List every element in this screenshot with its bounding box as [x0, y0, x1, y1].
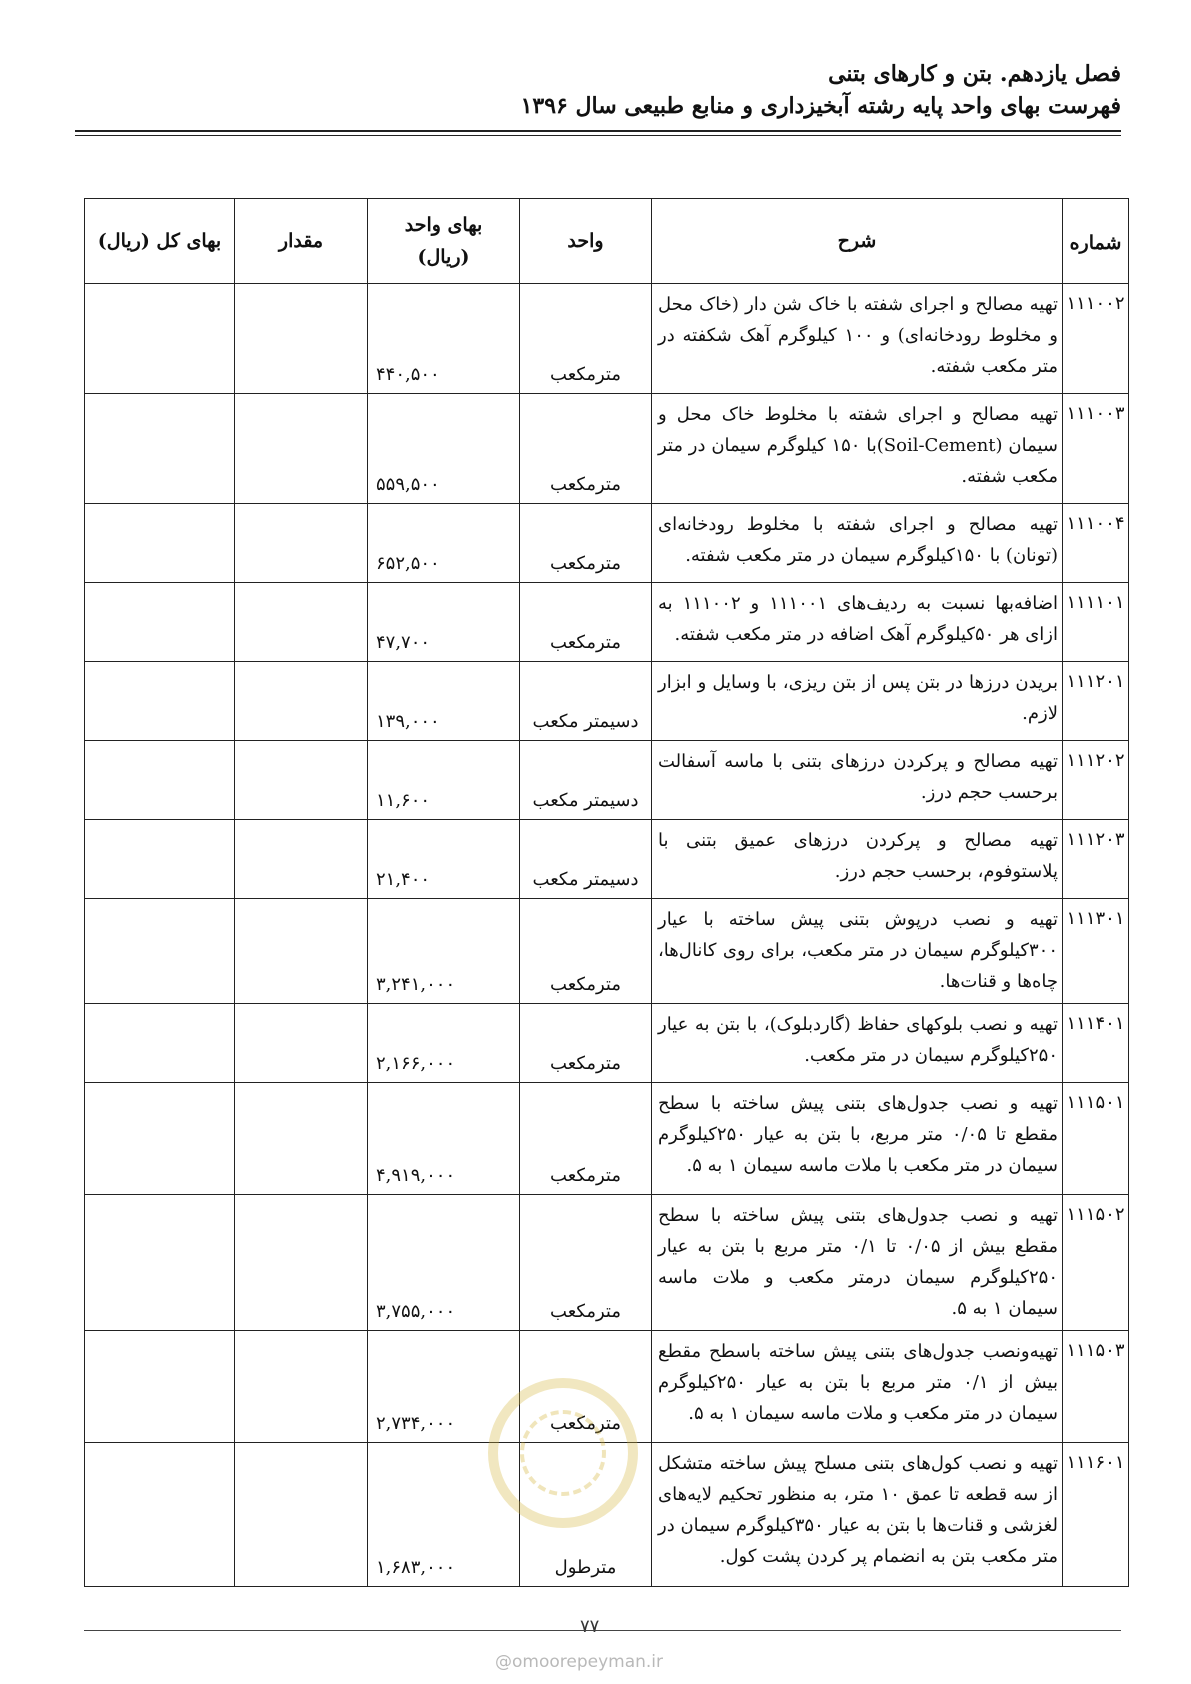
- item-description: تهیه مصالح و اجرای شفته با خاک شن دار (خاک محل و مخلوط رودخانه‌ای) و ۱۰۰ کیلوگرم آهک شکفته در متر مکعب شفته.: [652, 284, 1063, 394]
- table-row: [85, 662, 1129, 741]
- footer-rule: [84, 1630, 1121, 1631]
- item-total-price: [85, 394, 235, 504]
- item-unit: مترمکعب: [520, 394, 652, 504]
- table-row: [85, 1443, 1129, 1587]
- table-row: [85, 1195, 1129, 1331]
- item-number: ۱۱۱۰۰۳: [1063, 394, 1129, 504]
- header-unit-price: بهای واحد (ریال): [368, 199, 520, 284]
- item-description: تهیه و نصب بلوکهای حفاظ (گاردبلوک)، با بتن به عیار ۲۵۰کیلوگرم سیمان در متر مکعب.: [652, 1004, 1063, 1083]
- table-row: [85, 820, 1129, 899]
- table-row: [85, 504, 1129, 583]
- item-number: ۱۱۱۰۰۲: [1063, 284, 1129, 394]
- item-unit-price: ۴۴۰,۵۰۰: [368, 284, 520, 394]
- item-unit-price: ۱,۶۸۳,۰۰۰: [368, 1443, 520, 1587]
- item-unit: مترمکعب: [520, 1083, 652, 1195]
- price-list-table: [84, 198, 1129, 1587]
- item-total-price: [85, 741, 235, 820]
- item-number: ۱۱۱۵۰۳: [1063, 1331, 1129, 1443]
- item-quantity: [235, 394, 368, 504]
- item-number: ۱۱۱۲۰۲: [1063, 741, 1129, 820]
- item-unit: مترمکعب: [520, 1195, 652, 1331]
- header-unit: واحد: [520, 199, 652, 284]
- item-unit: مترمکعب: [520, 1004, 652, 1083]
- item-quantity: [235, 1195, 368, 1331]
- item-description: اضافه‌بها نسبت به ردیف‌های ۱۱۱۰۰۱ و ۱۱۱۰۰۲ به ازای هر ۵۰کیلوگرم آهک اضافه در متر مکعب شفته.: [652, 583, 1063, 662]
- item-description: تهیه و نصب درپوش بتنی پیش ساخته با عیار ۳۰۰کیلوگرم سیمان در متر مکعب، برای روی کانال‌ها، چاه‌ها و قنات‌ها.: [652, 899, 1063, 1004]
- item-number: ۱۱۱۰۰۴: [1063, 504, 1129, 583]
- item-quantity: [235, 1004, 368, 1083]
- item-number: ۱۱۱۵۰۲: [1063, 1195, 1129, 1331]
- item-unit: مترطول: [520, 1443, 652, 1587]
- item-unit: دسیمتر مکعب: [520, 741, 652, 820]
- item-description: تهیه و نصب کول‌های بتنی مسلح پیش ساخته متشکل از سه قطعه تا عمق ۱۰ متر، به منظور تحکیم لایه‌های لغزشی و قنات‌ها با بتن به عیار ۳۵۰کیلوگرم سیمان در متر مکعب بتن به انضمام پر کردن پشت کول.: [652, 1443, 1063, 1587]
- item-total-price: [85, 284, 235, 394]
- item-unit-price: ۶۵۲,۵۰۰: [368, 504, 520, 583]
- item-description: تهیه و نصب جدول‌های بتنی پیش ساخته با سطح مقطع بیش از ۰/۰۵ تا ۰/۱ متر مربع با بتن به عیار ۲۵۰کیلوگرم سیمان درمتر مکعب و ملات ماسه سیمان ۱ به ۵.: [652, 1195, 1063, 1331]
- item-quantity: [235, 899, 368, 1004]
- item-total-price: [85, 662, 235, 741]
- table-row: [85, 1331, 1129, 1443]
- item-quantity: [235, 284, 368, 394]
- item-description: تهیه مصالح و اجرای شفته با مخلوط رودخانه‌ای (تونان) با ۱۵۰کیلوگرم سیمان در متر مکعب شفته.: [652, 504, 1063, 583]
- item-description: تهیه مصالح و پرکردن درزهای بتنی با ماسه آسفالت برحسب حجم درز.: [652, 741, 1063, 820]
- item-unit: مترمکعب: [520, 284, 652, 394]
- item-unit-price: ۲,۱۶۶,۰۰۰: [368, 1004, 520, 1083]
- table-row: [85, 1083, 1129, 1195]
- item-quantity: [235, 1083, 368, 1195]
- item-unit-price: ۲۱,۴۰۰: [368, 820, 520, 899]
- item-description: تهیه مصالح و پرکردن درزهای عمیق بتنی با پلاستوفوم، برحسب حجم درز.: [652, 820, 1063, 899]
- item-description: بریدن درزها در بتن پس از بتن ریزی، با وسایل و ابزار لازم.: [652, 662, 1063, 741]
- item-unit-price: ۵۵۹,۵۰۰: [368, 394, 520, 504]
- table-row: [85, 284, 1129, 394]
- table-row: [85, 1004, 1129, 1083]
- watermark-text: @omoorepeyman.ir: [495, 1652, 664, 1672]
- item-unit: مترمکعب: [520, 504, 652, 583]
- item-number: ۱۱۱۲۰۱: [1063, 662, 1129, 741]
- item-unit: دسیمتر مکعب: [520, 820, 652, 899]
- page-header: [70, 58, 1121, 122]
- item-number: ۱۱۱۵۰۱: [1063, 1083, 1129, 1195]
- item-description: تهیه مصالح و اجرای شفته با مخلوط خاک محل و سیمان (Soil-Cement)با ۱۵۰ کیلوگرم سیمان در متر مکعب شفته.: [652, 394, 1063, 504]
- item-total-price: [85, 1331, 235, 1443]
- item-unit: مترمکعب: [520, 899, 652, 1004]
- item-unit-price: ۳,۷۵۵,۰۰۰: [368, 1195, 520, 1331]
- item-number: ۱۱۱۴۰۱: [1063, 1004, 1129, 1083]
- item-quantity: [235, 820, 368, 899]
- item-quantity: [235, 662, 368, 741]
- item-quantity: [235, 1443, 368, 1587]
- header-rule-thin: [75, 135, 1121, 136]
- item-total-price: [85, 1004, 235, 1083]
- item-unit-price: ۴۷,۷۰۰: [368, 583, 520, 662]
- item-total-price: [85, 504, 235, 583]
- item-total-price: [85, 583, 235, 662]
- table-header-row: [85, 199, 1129, 284]
- item-description: تهیه‌ونصب جدول‌های بتنی پیش ساخته باسطح مقطع بیش از ۰/۱ متر مربع با بتن به عیار ۲۵۰کیلوگرم سیمان در متر مکعب و ملات ماسه سیمان ۱ به ۵.: [652, 1331, 1063, 1443]
- item-unit-price: ۳,۲۴۱,۰۰۰: [368, 899, 520, 1004]
- item-number: ۱۱۱۳۰۱: [1063, 899, 1129, 1004]
- document-subtitle: فهرست بهای واحد پایه رشته آبخیزداری و منابع طبیعی سال ۱۳۹۶: [520, 93, 1121, 119]
- item-number: ۱۱۱۲۰۳: [1063, 820, 1129, 899]
- item-unit-price: ۱۱,۶۰۰: [368, 741, 520, 820]
- chapter-title: فصل یازدهم. بتن و کارهای بتنی: [828, 61, 1121, 87]
- page-number: ۷۷: [580, 1616, 600, 1637]
- item-unit-price: ۱۳۹,۰۰۰: [368, 662, 520, 741]
- item-quantity: [235, 1331, 368, 1443]
- item-total-price: [85, 899, 235, 1004]
- table-row: [85, 741, 1129, 820]
- item-total-price: [85, 1083, 235, 1195]
- item-description: تهیه و نصب جدول‌های بتنی پیش ساخته با سطح مقطع تا ۰/۰۵ متر مربع، با بتن به عیار ۲۵۰کیلوگرم سیمان در متر مکعب با ملات ماسه سیمان ۱ به ۵.: [652, 1083, 1063, 1195]
- header-number: شماره: [1063, 199, 1129, 284]
- table-row: [85, 583, 1129, 662]
- header-total-price: بهای کل (ریال): [85, 199, 235, 284]
- item-total-price: [85, 1195, 235, 1331]
- item-unit: مترمکعب: [520, 583, 652, 662]
- header-rule-thick: [75, 130, 1121, 132]
- item-quantity: [235, 583, 368, 662]
- header-description: شرح: [652, 199, 1063, 284]
- item-number: ۱۱۱۶۰۱: [1063, 1443, 1129, 1587]
- item-quantity: [235, 741, 368, 820]
- table-row: [85, 899, 1129, 1004]
- item-unit-price: ۲,۷۳۴,۰۰۰: [368, 1331, 520, 1443]
- table-row: [85, 394, 1129, 504]
- item-number: ۱۱۱۱۰۱: [1063, 583, 1129, 662]
- item-total-price: [85, 1443, 235, 1587]
- item-unit: مترمکعب: [520, 1331, 652, 1443]
- item-unit: دسیمتر مکعب: [520, 662, 652, 741]
- item-unit-price: ۴,۹۱۹,۰۰۰: [368, 1083, 520, 1195]
- item-quantity: [235, 504, 368, 583]
- header-quantity: مقدار: [235, 199, 368, 284]
- item-total-price: [85, 820, 235, 899]
